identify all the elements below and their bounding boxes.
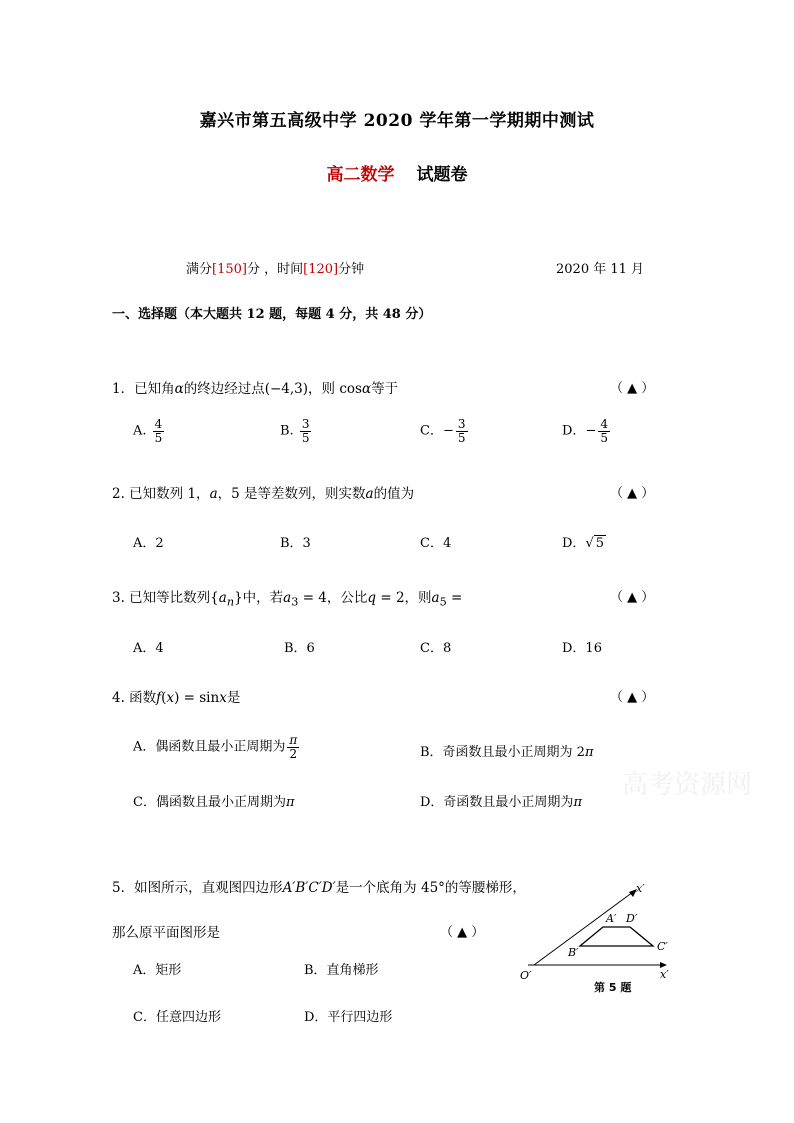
option-label: C．偶函数且最小正周期为 [133, 795, 286, 810]
q4-option-c [133, 791, 295, 810]
y-axis-label: x′ [636, 882, 645, 895]
minus-sign: − [585, 423, 597, 439]
watermark: 高考资源网 [622, 770, 753, 800]
q5-option-c: C．任意四边形 [133, 1010, 221, 1025]
q1-option-b [280, 418, 313, 444]
q4-func: f [156, 690, 162, 706]
numerator: 4 [154, 417, 163, 431]
fraction [456, 418, 468, 444]
numerator: 3 [457, 417, 466, 431]
fraction [300, 418, 312, 444]
pi-symbol: π [573, 795, 582, 810]
question-4-stem [112, 686, 240, 706]
vertex-d-label: D′ [626, 912, 638, 925]
option-label: A．偶函数且最小正周期为 [133, 739, 286, 755]
q1-option-a [133, 418, 166, 444]
oblique-axis-line [534, 892, 633, 965]
question-5-answer-mark: （ ▲ ） [440, 925, 485, 940]
q5-text-a: 5．如图所示，直观图四边形 [112, 880, 283, 896]
option-label: D． [562, 423, 586, 439]
q3-var2: q [367, 590, 377, 606]
q5-option-b: B．直角梯形 [304, 963, 379, 978]
q2-var-a-2: a [365, 486, 374, 502]
section-heading: 一、选择题（本大题共 12 题，每题 4 分，共 48 分） [112, 307, 432, 322]
x-axis-label: x′ [660, 968, 669, 981]
q4-option-a [133, 734, 301, 760]
q3-text-e: = [446, 590, 463, 606]
origin-label: O′ [520, 969, 532, 982]
numerator: π [289, 733, 298, 747]
option-label: A. [133, 423, 147, 439]
fraction [153, 418, 165, 444]
fraction [598, 418, 610, 444]
q3-var3-sub: 5 [439, 595, 447, 609]
q3-seq: a [218, 590, 227, 606]
q1-text-a: 1．已知角 [112, 381, 175, 397]
q3-option-b: B．6 [284, 641, 315, 656]
q2-text-a: 2. 已知数列 1， [112, 486, 210, 502]
q2-option-d [562, 532, 606, 551]
q4-text-c: ) = sin [174, 690, 220, 706]
option-label: B．奇函数且最小正周期为 2 [420, 745, 585, 760]
q2-var-a: a [209, 486, 218, 502]
q1-text-e: 等于 [371, 381, 399, 397]
denominator: 5 [301, 430, 310, 445]
score-value: [150] [212, 262, 247, 277]
q1-alpha-2: α [361, 381, 372, 397]
exam-title: 嘉兴市第五高级中学 2020 学年第一学期期中测试 [199, 111, 595, 131]
q1-option-d [562, 418, 612, 444]
q5-shape: A′B′C′D′ [282, 880, 336, 896]
denominator: 5 [457, 430, 466, 445]
radicand: 5 [595, 536, 605, 551]
q5-text-b: 是一个底角为 45°的等腰梯形， [335, 880, 526, 896]
q3-var1: a [283, 590, 292, 606]
question-4-answer-mark: （ ▲ ） [610, 690, 655, 705]
q4-option-b [420, 741, 594, 760]
q1-alpha: α [174, 381, 184, 397]
q2-option-b: B．3 [280, 536, 311, 551]
option-label: D．奇函数且最小正周期为 [420, 795, 574, 810]
q2-option-c: C．4 [420, 536, 452, 551]
q3-option-d: D．16 [562, 641, 602, 656]
minus-sign: − [442, 423, 454, 439]
q2-text-c: ，5 是等差数列，则实数 [217, 486, 366, 502]
question-1-stem [112, 377, 398, 397]
numerator: 4 [600, 417, 608, 431]
time-suffix: 分钟 [338, 262, 365, 277]
q1-option-c [420, 418, 470, 444]
subject-label: 高二数学 [326, 165, 395, 185]
q1-text-c: 的终边经过点(−4,3)，则 cos [183, 381, 362, 397]
question-5-line2: 那么原平面图形是 [112, 925, 220, 941]
q3-var1-sub: 3 [291, 595, 299, 609]
sqrt-symbol: √ 5 [585, 536, 605, 551]
denominator: 5 [600, 430, 608, 445]
q3-text-c: = 4，公比 [298, 590, 368, 606]
time-value: [120] [303, 262, 339, 277]
option-label: C． [420, 423, 443, 439]
vertex-b-label: B′ [568, 946, 579, 959]
q2-text-e: 的值为 [373, 486, 415, 502]
q3-seq-sub: n [226, 595, 235, 609]
denominator: 5 [154, 430, 163, 445]
question-1-answer-mark: （ ▲ ） [610, 381, 655, 396]
exam-subtitle [0, 160, 794, 185]
question-3-stem [112, 586, 462, 609]
q3-text-d: = 2，则 [376, 590, 432, 606]
pi-symbol: π [584, 745, 594, 760]
exam-date: 2020 年 11 月 [556, 262, 645, 277]
question-2-stem [112, 482, 414, 502]
trapezoid-shape [580, 927, 653, 946]
q5-option-d: D．平行四边形 [304, 1010, 393, 1025]
numerator: 3 [301, 417, 310, 431]
paper-label: 试题卷 [416, 165, 468, 185]
option-label: D． [562, 536, 586, 551]
vertex-c-label: C′ [657, 940, 668, 953]
q3-option-c: C．8 [420, 641, 452, 656]
q3-text-b: }中，若 [234, 590, 284, 606]
q2-option-a: A．2 [133, 536, 164, 551]
denominator: 2 [289, 746, 298, 761]
figure-caption: 第 5 题 [594, 981, 632, 994]
q3-option-a: A．4 [133, 641, 164, 656]
q4-arg: x [166, 690, 175, 706]
q4-option-d [420, 791, 582, 810]
question-5-stem [112, 876, 526, 896]
score-time-info [186, 258, 364, 277]
pi-symbol: π [285, 795, 295, 810]
fraction [287, 734, 299, 760]
q4-text-d: 是 [226, 690, 241, 706]
score-mid: 分 ，时间 [246, 262, 304, 277]
q4-text-a: 4. 函数 [112, 690, 157, 706]
question-2-answer-mark: （ ▲ ） [610, 486, 655, 501]
q5-option-a: A．矩形 [133, 963, 182, 978]
q3-var3: a [431, 590, 440, 606]
q4-text-b: ( [161, 690, 167, 706]
question-3-answer-mark: （ ▲ ） [610, 590, 655, 605]
q4-arg-2: x [219, 690, 227, 706]
vertex-a-label: A′ [606, 912, 617, 925]
score-prefix: 满分 [186, 262, 213, 277]
option-label: B. [280, 423, 294, 439]
q3-text-a: 3. 已知等比数列{ [112, 590, 219, 606]
q5-figure [520, 880, 680, 990]
